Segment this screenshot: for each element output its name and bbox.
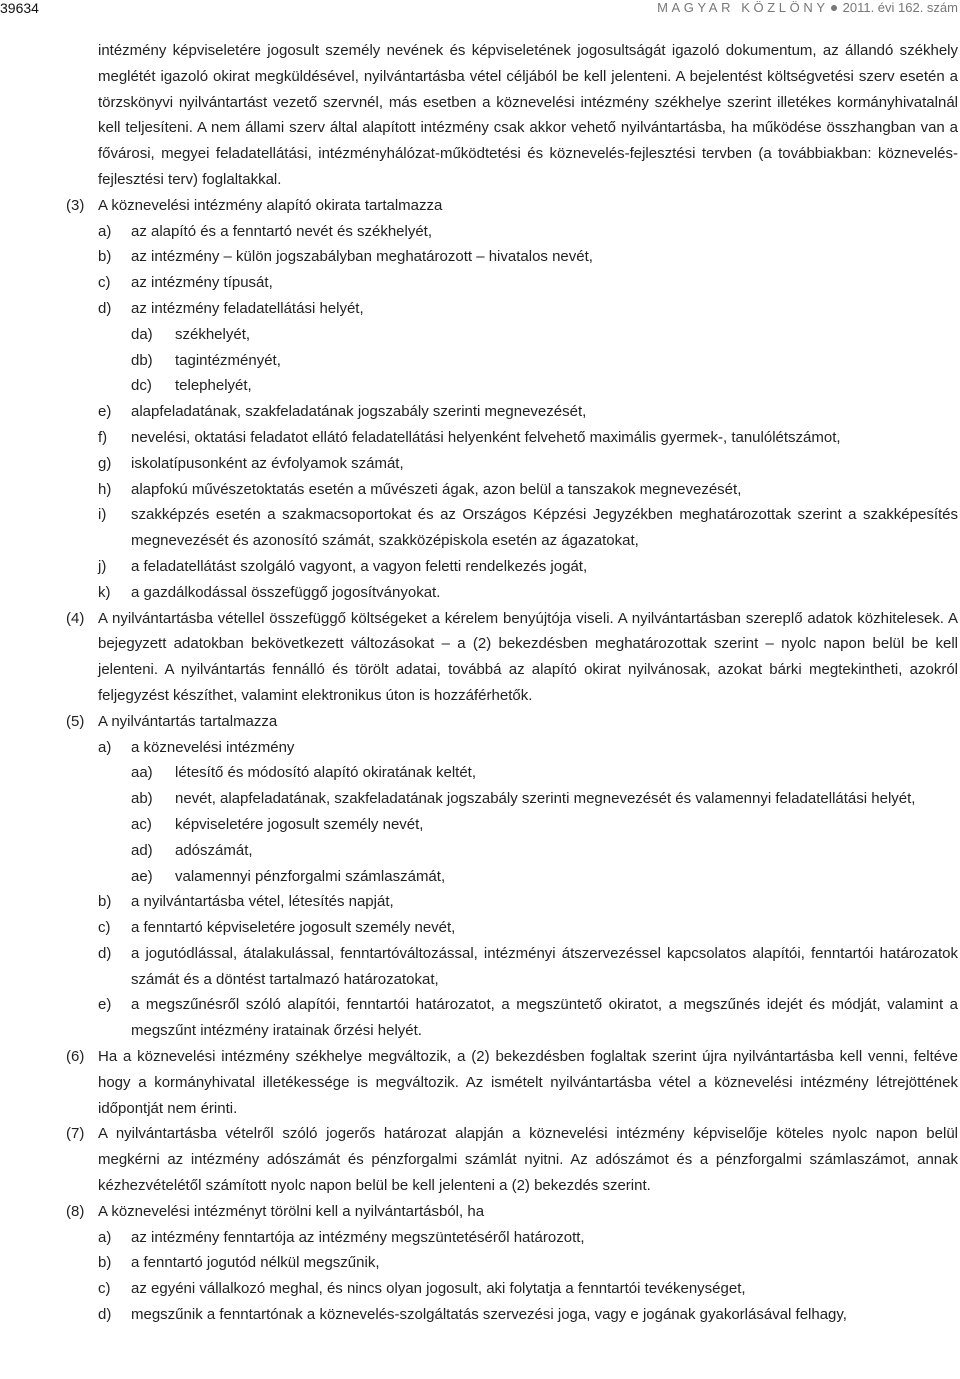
- section-8: [66, 1199, 958, 1225]
- section-number: (3): [66, 196, 85, 214]
- item-label: g): [98, 454, 112, 472]
- item-label: e): [98, 996, 112, 1014]
- publication-title: MAGYAR KÖZLÖNY: [657, 0, 829, 15]
- item-label: dc): [131, 377, 152, 395]
- list-item: [98, 270, 958, 296]
- item-text: a jogutódlással, átalakulással, fenntartóváltozással, intézményi átszervezéssel kapcsolatos alapítói, fenntartói határozatok számát és a döntést tartalmazó határozatokat,: [131, 944, 958, 988]
- item-label: a): [98, 738, 112, 756]
- item-text: tagintézményét,: [175, 351, 281, 369]
- item-text: székhelyét,: [175, 325, 251, 343]
- item-text: a feladatellátást szolgáló vagyont, a vagyon feletti rendelkezés jogát,: [131, 557, 588, 575]
- item-label: f): [98, 428, 108, 446]
- section-text: A nyilvántartásba vétellel összefüggő költségeket a kérelem benyújtója viseli. A nyilvántartásban szereplő adatok közhitelesek. A bejegyzett adatokban bekövetkezett változásokat – a (2) bekezdésben meghatározottak szerint – nyolc napon belül be kell jelenteni. A nyilvántartás fennálló és törölt adatai, továbbá az alapító okirat nyilvánosak, azokat bárki megtekintheti, azokról feljegyzést készíthet, valamint elektronikus úton is hozzáférhetők.: [98, 609, 958, 704]
- item-label: c): [98, 1280, 111, 1298]
- section-text: A nyilvántartásba vételről szóló jogerős határozat alapján a köznevelési intézmény képviselője köteles nyolc napon belül megkérni az intézmény adószámát és pénzforgalmi számlát nyitni. Az adószámot és a pénzforgalmi számlaszámot, annak kézhezvételétől számított nyolc napon belül be kell jelenteni a (2) bekezdés szerint.: [98, 1125, 958, 1195]
- list-item: [98, 580, 958, 606]
- section-number: (8): [66, 1202, 85, 1220]
- list-item: [98, 1302, 958, 1328]
- item-label: d): [98, 1306, 112, 1324]
- section-3: [66, 193, 958, 219]
- item-text: valamennyi pénzforgalmi számlaszámát,: [175, 867, 446, 885]
- page-number: 39634: [0, 0, 39, 16]
- list-item: [98, 1225, 958, 1251]
- item-label: da): [131, 325, 153, 343]
- section-number: (7): [66, 1125, 85, 1143]
- item-text: az intézmény – külön jogszabályban meghatározott – hivatalos nevét,: [131, 248, 593, 266]
- section-number: (4): [66, 609, 85, 627]
- item-text: képviseletére jogosult személy nevét,: [175, 815, 424, 833]
- item-label: j): [98, 557, 107, 575]
- item-label: ad): [131, 841, 153, 859]
- item-text: az intézmény típusát,: [131, 274, 273, 292]
- section-text: A nyilvántartás tartalmazza: [98, 712, 278, 730]
- item-label: b): [98, 248, 112, 266]
- list-item: [98, 554, 958, 580]
- list-item: [98, 244, 958, 270]
- item-text: nevelési, oktatási feladatot ellátó feladatellátási helyenként felvehető maximális gyermek-, tanulólétszámot,: [131, 428, 841, 446]
- item-text: az intézmény fenntartója az intézmény megszüntetéséről határozott,: [131, 1228, 585, 1246]
- list-item: [98, 915, 958, 941]
- item-label: ae): [131, 867, 153, 885]
- list-item: [98, 502, 958, 554]
- list-item: [98, 399, 958, 425]
- section-text: A köznevelési intézményt törölni kell a nyilvántartásból, ha: [98, 1202, 485, 1220]
- item-label: b): [98, 1254, 112, 1272]
- item-label: a): [98, 1228, 112, 1246]
- section-6: [66, 1044, 958, 1121]
- item-text: megszűnik a fenntartónak a köznevelés-szolgáltatás szervezési joga, vagy e jogának gyakorlásával felhagy,: [131, 1306, 847, 1324]
- list-item: [98, 425, 958, 451]
- item-text: telephelyét,: [175, 377, 252, 395]
- section-4: [66, 606, 958, 709]
- list-item: [98, 477, 958, 503]
- item-text: a nyilvántartásba vétel, létesítés napját,: [131, 893, 394, 911]
- item-text: létesítő és módosító alapító okiratának keltét,: [175, 764, 477, 782]
- item-text: az alapító és a fenntartó nevét és székhelyét,: [131, 222, 433, 240]
- item-text: adószámát,: [175, 841, 253, 859]
- bullet-separator-icon: [831, 5, 837, 11]
- item-label: b): [98, 893, 112, 911]
- list-item: [98, 219, 958, 245]
- list-item: [98, 889, 958, 915]
- item-label: ac): [131, 815, 152, 833]
- item-label: d): [98, 944, 112, 962]
- sub-list-item: [131, 348, 958, 374]
- item-label: db): [131, 351, 153, 369]
- section-number: (6): [66, 1048, 85, 1066]
- item-text: szakképzés esetén a szakmacsoportokat és az Országos Képzési Jegyzékben meghatározottak szerint a szakképesítés megnevezését és azonosító számát, szakközépiskola esetén az ágazatokat,: [131, 506, 958, 550]
- section-number: (5): [66, 712, 85, 730]
- item-label: aa): [131, 764, 153, 782]
- item-label: c): [98, 274, 111, 292]
- item-text: a gazdálkodással összefüggő jogosítványokat.: [131, 583, 441, 601]
- section-text: Ha a köznevelési intézmény székhelye megváltozik, a (2) bekezdésben foglaltak szerint újra nyilvántartásba kell venni, feltéve hogy a kormányhivatal illetékessége is megváltozik. Az ismételt nyilvántartásba vétel a köznevelési intézmény létrejöttének időpontját nem érinti.: [98, 1048, 958, 1117]
- sub-list-item: [131, 838, 958, 864]
- list-item: [98, 296, 958, 322]
- list-item: [98, 451, 958, 477]
- document-body: [66, 38, 958, 1328]
- item-label: h): [98, 480, 112, 498]
- item-text: alapfeladatának, szakfeladatának jogszabály szerinti megnevezését,: [131, 403, 587, 421]
- list-item: [98, 1250, 958, 1276]
- section-5: [66, 709, 958, 735]
- item-label: a): [98, 222, 112, 240]
- section-7: [66, 1121, 958, 1198]
- list-item: [98, 941, 958, 993]
- item-text: az egyéni vállalkozó meghal, és nincs olyan jogosult, aki folytatja a fenntartói tevékenységet,: [131, 1280, 746, 1298]
- item-label: d): [98, 299, 112, 317]
- sub-list-item: [131, 864, 958, 890]
- running-header: [657, 0, 958, 16]
- sub-list-item: [131, 373, 958, 399]
- sub-list-item: [131, 322, 958, 348]
- sub-list-item: [131, 812, 958, 838]
- item-text: a megszűnésről szóló alapítói, fenntartói határozatot, a megszüntető okiratot, a megszűnés idejét és módját, valamint a megszűnt intézmény iratainak őrzési helyét.: [131, 996, 958, 1040]
- sub-list-item: [131, 760, 958, 786]
- sub-list-item: [131, 786, 958, 812]
- page-header: [0, 0, 960, 18]
- item-text: nevét, alapfeladatának, szakfeladatának jogszabály szerinti megnevezését és valamennyi feladatellátási helyét,: [175, 790, 916, 808]
- item-text: a fenntartó jogutód nélkül megszűnik,: [131, 1254, 380, 1272]
- item-label: ab): [131, 790, 153, 808]
- item-text: az intézmény feladatellátási helyét,: [131, 299, 364, 317]
- item-text: a köznevelési intézmény: [131, 738, 295, 756]
- item-text: alapfokú művészetoktatás esetén a művészeti ágak, azon belül a tanszakok megnevezését,: [131, 480, 742, 498]
- paragraph-intro: intézmény képviseletére jogosult személy nevének és képviseletének jogosultságát igazoló dokumentum, az állandó székhely meglétét igazoló okirat megküldésével, nyilvántartásba vétel céljából be kell jelenteni. A bejelentést költségvetési szerv esetén a törzskönyvi nyilvántartást vezető szervnél, más esetben a köznevelési intézmény székhelye szerint illetékes kormányhivatalnál kell teljesíteni. A nem állami szerv által alapított intézmény csak akkor vehető nyilvántartásba, ha működése összhangban van a fővárosi, megyei feladatellátási, intézményhálózat-működtetési és köznevelés-fejlesztési tervben (a továbbiakban: köznevelés-fejlesztési terv) foglaltakkal.: [98, 42, 958, 188]
- item-text: iskolatípusonként az évfolyamok számát,: [131, 454, 404, 472]
- list-item: [98, 1276, 958, 1302]
- item-label: e): [98, 403, 112, 421]
- section-text: A köznevelési intézmény alapító okirata tartalmazza: [98, 196, 443, 214]
- list-item: [98, 992, 958, 1044]
- list-item: [98, 735, 958, 761]
- item-label: k): [98, 583, 111, 601]
- item-label: i): [98, 506, 107, 524]
- item-label: c): [98, 919, 111, 937]
- issue-number: 2011. évi 162. szám: [842, 0, 958, 15]
- item-text: a fenntartó képviseletére jogosult személy nevét,: [131, 919, 456, 937]
